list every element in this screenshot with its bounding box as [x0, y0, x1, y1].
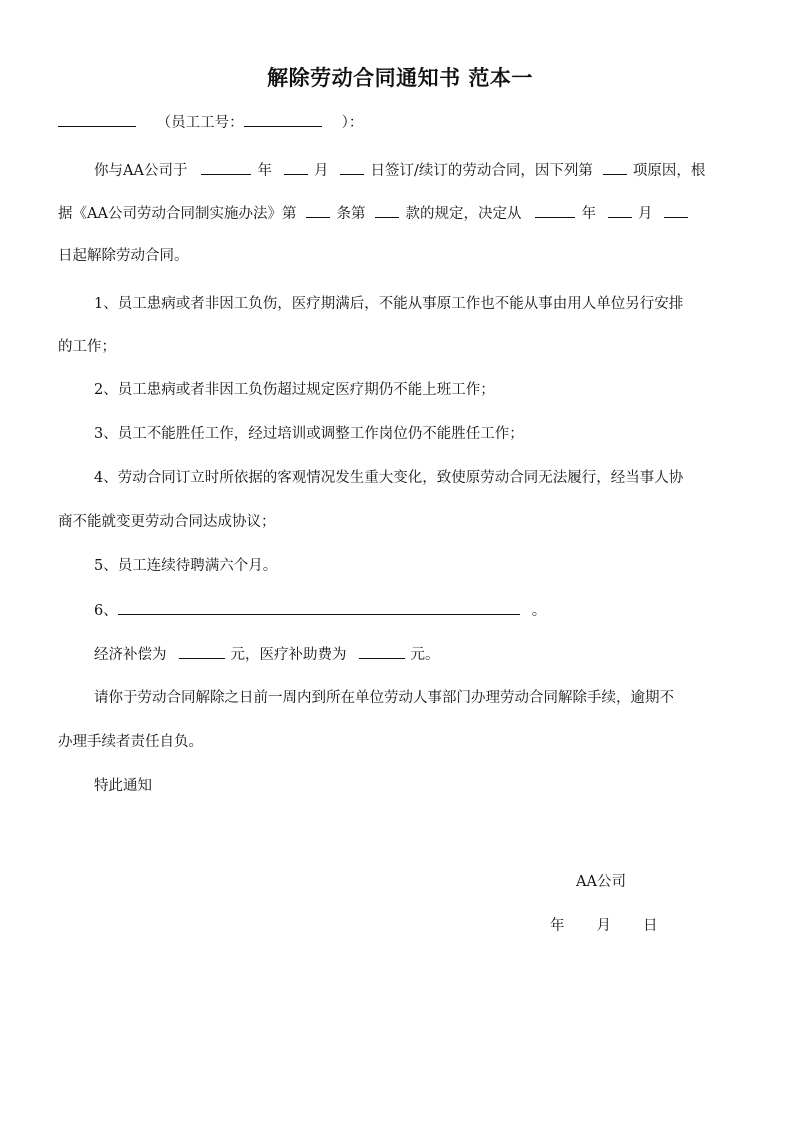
- sign-month-blank[interactable]: [284, 160, 308, 175]
- end-year-label: 年: [581, 206, 596, 222]
- notice-line1: 请你于劳动合同解除之日前一周内到所在单位劳动人事部门办理劳动合同解除手续，逾期不: [94, 690, 674, 706]
- signature-date: [550, 914, 658, 935]
- item-5: 5、员工连续待聘满六个月。: [94, 558, 278, 574]
- item-6: [94, 600, 546, 621]
- article-blank[interactable]: [306, 203, 330, 218]
- other-reason-blank[interactable]: [118, 600, 520, 615]
- item-6-prefix: 6、: [94, 603, 118, 619]
- sign-year-label: 年: [257, 163, 272, 179]
- medical-label: 元，医疗补助费为: [230, 647, 347, 663]
- item-6-suffix: 。: [531, 603, 547, 619]
- clause-label: 款的规定，决定从: [405, 206, 522, 222]
- item-1-line2: 的工作；: [58, 339, 116, 355]
- signature-year: 年: [550, 918, 565, 934]
- item-2: 2、员工患病或者非因工负伤超过规定医疗期仍不能上班工作；: [94, 382, 495, 398]
- sign-year-blank[interactable]: [201, 160, 251, 175]
- para1-text-a: 你与AA公司于: [94, 163, 188, 179]
- compensation-amount-blank[interactable]: [179, 644, 225, 659]
- para1-line3: 日起解除劳动合同。: [58, 248, 189, 264]
- closing-text: 特此通知: [94, 778, 152, 794]
- end-month-blank[interactable]: [608, 203, 632, 218]
- end-day-blank[interactable]: [664, 203, 688, 218]
- signature-day: 日: [643, 918, 658, 934]
- item-1-line1: 1、员工患病或者非因工负伤，医疗期满后，不能从事原工作也不能从事由用人单位另行安排: [94, 296, 684, 312]
- clause-blank[interactable]: [375, 203, 399, 218]
- document-title: 解除劳动合同通知书 范本一: [267, 66, 533, 90]
- sign-day-blank[interactable]: [340, 160, 364, 175]
- item-4-line1: 4、劳动合同订立时所依据的客观情况发生重大变化，致使原劳动合同无法履行，经当事人协: [94, 470, 684, 486]
- signature-month: 月: [596, 918, 611, 934]
- reason-label: 项原因，根: [632, 163, 706, 179]
- end-month-label: 月: [637, 206, 653, 222]
- item-3: 3、员工不能胜任工作，经过培训或调整工作岗位仍不能胜任工作；: [94, 426, 524, 442]
- notice-line2: 办理手续者责任自负。: [58, 734, 203, 750]
- employee-id-open: （员工工号：: [156, 115, 244, 131]
- para1-line2: [58, 203, 694, 224]
- end-year-blank[interactable]: [535, 203, 575, 218]
- sign-day-label: 日签订/续订的劳动合同，因下列第: [370, 163, 593, 179]
- reason-number-blank[interactable]: [603, 160, 627, 175]
- medical-amount-blank[interactable]: [359, 644, 405, 659]
- signature-company: AA公司: [576, 874, 626, 890]
- medical-unit: 元。: [410, 647, 440, 663]
- compensation-label: 经济补偿为: [94, 647, 167, 663]
- item-4-line2: 商不能就变更劳动合同达成协议；: [58, 514, 276, 530]
- regulation-text: 据《AA公司劳动合同制实施办法》第: [58, 206, 297, 222]
- compensation-line: [94, 644, 440, 665]
- sign-month-label: 月: [313, 163, 329, 179]
- employee-name-blank[interactable]: [58, 112, 136, 127]
- employee-header-line: [58, 112, 363, 133]
- employee-id-close: ）：: [341, 115, 364, 131]
- employee-id-blank[interactable]: [244, 112, 322, 127]
- para1-line1: [94, 160, 705, 181]
- article-label: 条第: [336, 206, 366, 222]
